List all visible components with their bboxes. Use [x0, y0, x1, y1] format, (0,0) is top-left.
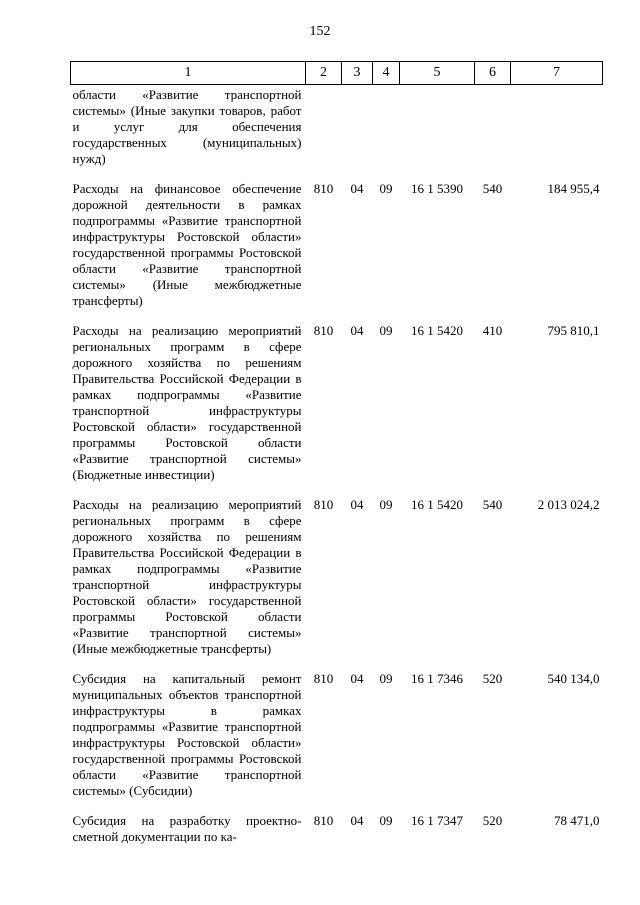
row-target-code	[400, 85, 475, 182]
row-target-code: 16 1 5420	[411, 497, 463, 512]
table-row	[71, 813, 603, 859]
row-amount: 78 471,0	[554, 813, 600, 828]
header-col-2: 2	[306, 62, 342, 85]
row-expense-type-code	[475, 85, 511, 182]
row-amount	[511, 85, 603, 182]
header-col-1: 1	[71, 62, 306, 85]
row-section-code: 04	[350, 813, 364, 828]
table-row	[71, 497, 603, 671]
row-subsection-code	[373, 85, 400, 182]
row-amount: 184 955,4	[547, 181, 600, 196]
row-section-code: 04	[350, 181, 364, 196]
page-number: 152	[309, 24, 331, 39]
row-description: области «Развитие транспортной системы» (Иные закупки товаров, работ и услуг для обеспечения государственных (муниципальных) нужд)	[72, 87, 302, 166]
header-col-4: 4	[373, 62, 400, 85]
table-body	[71, 85, 603, 860]
row-section-code: 04	[350, 323, 364, 338]
row-description: Субсидия на капитальный ремонт муниципальных объектов транспортной инфраструктуры в рамках подпрограммы «Развитие транспортной инфраструктуры Ростовской области» государственной программы Ростовской области «Развитие транспортной системы» (Субсидии)	[72, 671, 302, 798]
row-ministry-code	[306, 85, 342, 182]
row-description: Расходы на реализацию мероприятий региональных программ в сфере дорожного хозяйства по решениям Правительства Российской Федерации в рамках подпрограммы «Развитие транспортной инфраструктуры Ростовской области» государственной программы Ростовской области «Развитие транспортной системы» (Бюджетные инвестиции)	[72, 323, 302, 482]
row-subsection-code: 09	[379, 671, 393, 686]
row-amount: 795 810,1	[547, 323, 600, 338]
row-description: Расходы на финансовое обеспечение дорожной деятельности в рамках подпрограммы «Развитие транспортной инфраструктуры Ростовской области» государственной программы Ростовской области «Развитие транспортной системы» (Иные межбюджетные трансферты)	[72, 181, 302, 308]
row-amount: 2 013 024,2	[537, 497, 600, 512]
row-description: Субсидия на разработку проектно-сметной документации по ка-	[72, 813, 302, 844]
table-row	[71, 323, 603, 497]
table-row	[71, 181, 603, 323]
row-target-code: 16 1 5420	[411, 323, 463, 338]
header-col-5: 5	[400, 62, 475, 85]
row-amount: 540 134,0	[547, 671, 600, 686]
header-col-3: 3	[342, 62, 373, 85]
row-ministry-code: 810	[313, 671, 334, 686]
row-ministry-code: 810	[313, 323, 334, 338]
row-subsection-code: 09	[379, 497, 393, 512]
row-subsection-code: 09	[379, 813, 393, 828]
budget-table	[70, 61, 603, 859]
row-target-code: 16 1 7347	[411, 813, 463, 828]
header-row	[71, 62, 603, 85]
row-ministry-code: 810	[313, 181, 334, 196]
row-expense-type-code: 520	[482, 813, 503, 828]
table-header	[71, 62, 603, 85]
row-target-code: 16 1 5390	[411, 181, 463, 196]
header-col-6: 6	[475, 62, 511, 85]
row-target-code: 16 1 7346	[411, 671, 463, 686]
row-section-code: 04	[350, 497, 364, 512]
row-expense-type-code: 540	[482, 497, 503, 512]
row-section-code: 04	[350, 671, 364, 686]
row-section-code	[342, 85, 373, 182]
row-ministry-code: 810	[313, 497, 334, 512]
header-col-7: 7	[511, 62, 603, 85]
row-description: Расходы на реализацию мероприятий региональных программ в сфере дорожного хозяйства по решениям Правительства Российской Федерации в рамках подпрограммы «Развитие транспортной инфраструктуры Ростовской области» государственной программы Ростовской области «Развитие транспортной системы» (Иные межбюджетные трансферты)	[72, 497, 302, 656]
row-expense-type-code: 520	[482, 671, 503, 686]
row-subsection-code: 09	[379, 181, 393, 196]
table-row	[71, 85, 603, 182]
row-expense-type-code: 540	[482, 181, 503, 196]
table-row	[71, 671, 603, 813]
row-subsection-code: 09	[379, 323, 393, 338]
row-ministry-code: 810	[313, 813, 334, 828]
row-expense-type-code: 410	[482, 323, 503, 338]
